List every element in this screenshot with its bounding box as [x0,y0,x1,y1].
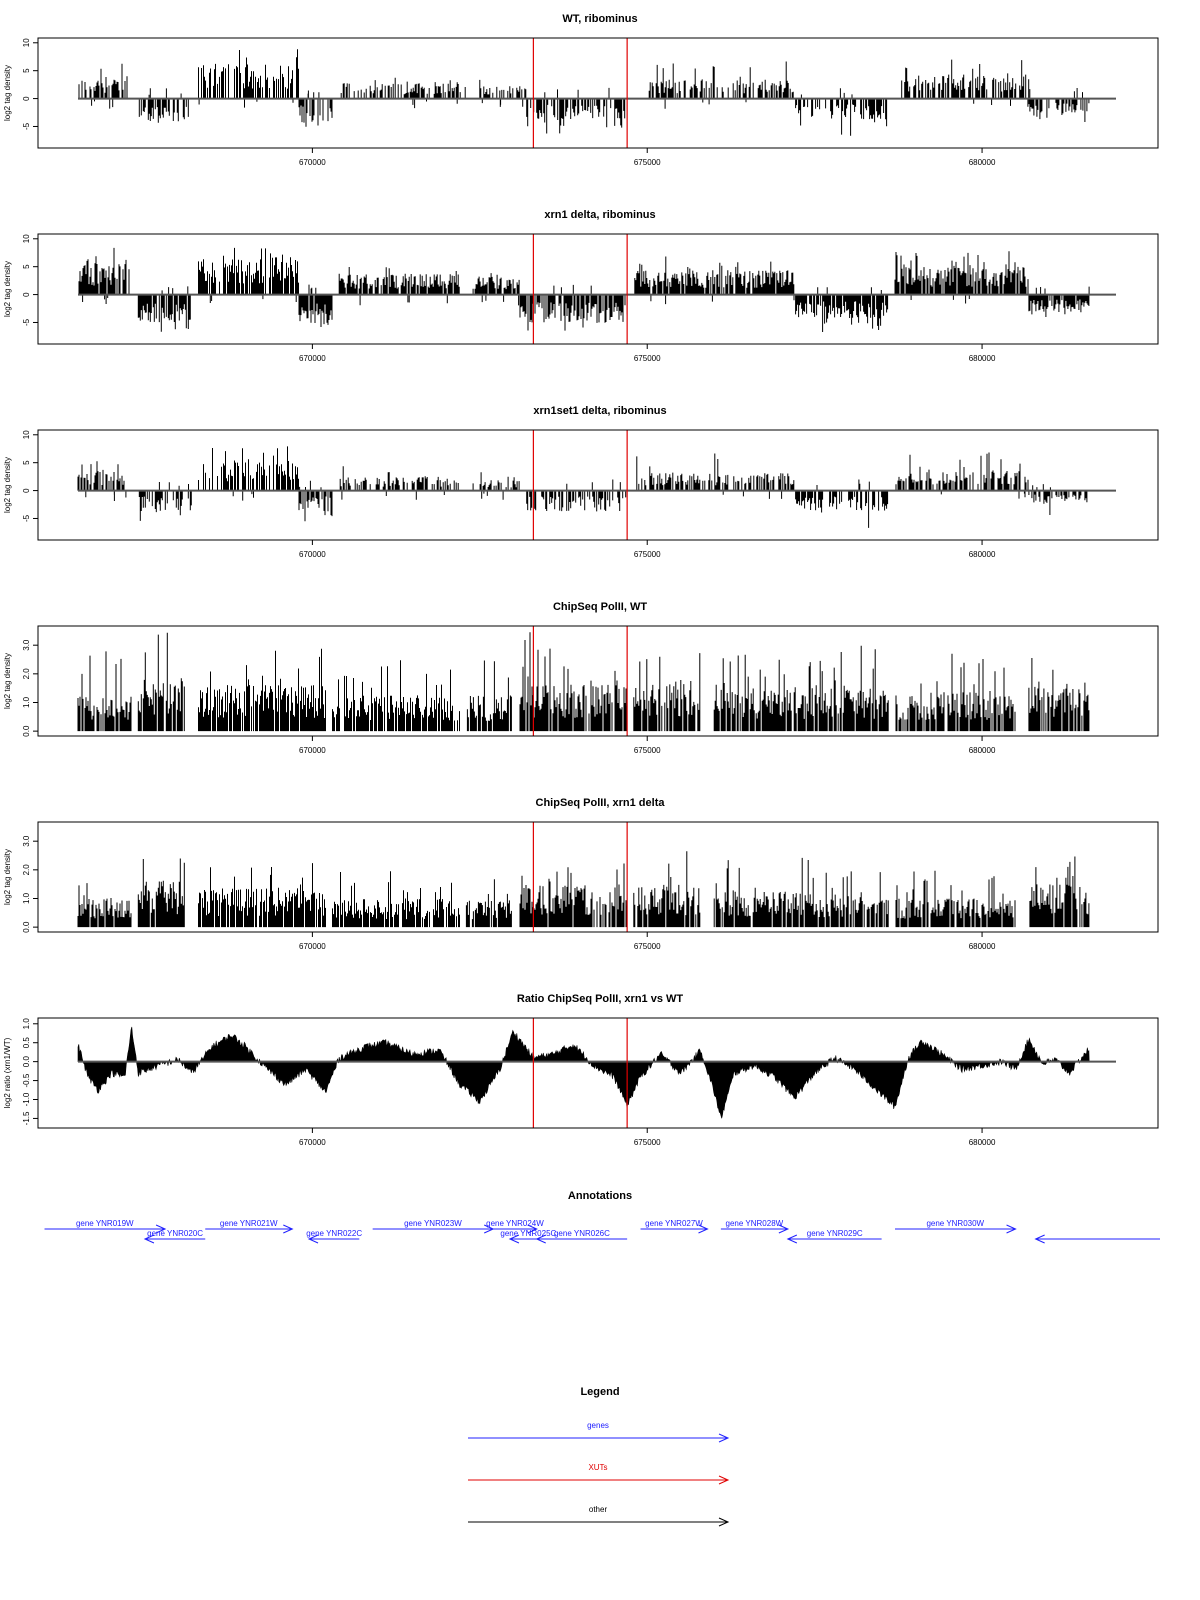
y-axis-label: log2 tag density [3,456,12,514]
x-tick-label: 670000 [299,1138,326,1147]
y-tick-label: 0.5 [22,1037,31,1049]
panel-2 [3,209,1158,363]
plot-frame [38,1018,1158,1128]
x-tick-label: 675000 [633,1138,661,1147]
segment-4 [299,91,332,127]
bar-marks [199,863,326,927]
segment-1 [79,248,129,304]
y-tick-label: -5 [22,514,31,523]
y-tick-label: 1.0 [22,892,31,905]
segment-1 [78,461,126,501]
bar-marks [341,78,465,108]
bar-marks [520,632,627,731]
y-tick-label: 1.0 [22,696,31,709]
segment-6 [520,864,627,928]
segment-7 [527,480,626,512]
bar-marks [139,482,191,521]
segment-5 [339,267,459,305]
segment-8 [649,62,793,109]
y-axis [3,38,38,130]
gene-label: gene YNR025C [500,1229,557,1238]
segment-2 [138,286,190,331]
segment-5 [341,78,465,108]
bar-marks [78,461,126,501]
x-axis [299,540,996,559]
bar-marks [138,286,190,331]
bar-marks [333,871,460,927]
y-axis-label: log2 tag density [3,848,12,906]
bar-marks [527,88,625,134]
bar-marks [466,879,511,927]
bar-marks [79,64,127,109]
legend-item-1 [468,1421,728,1442]
gene-annotation-12 [895,1219,1016,1233]
bar-marks [1029,658,1089,731]
x-axis [299,148,996,167]
legend-item-2 [468,1463,728,1484]
y-tick-label: 10 [22,234,31,244]
bar-marks [79,248,129,304]
y-axis [3,234,38,326]
data-series [79,49,1089,135]
segment-10 [1029,658,1089,731]
x-tick-label: 670000 [299,942,326,951]
bar-marks [299,481,332,522]
bar-marks [199,649,326,731]
segment-6 [473,472,519,499]
panel-6 [3,993,1158,1147]
y-tick-label: 0 [22,96,31,101]
segment-4 [333,660,460,731]
gene-annotation-5 [373,1219,494,1233]
gene-annotation-9 [641,1219,708,1233]
panel-title: Ratio ChipSeq PolII, xrn1 vs WT [516,993,684,1005]
y-tick-label: 0.0 [22,1056,31,1068]
bar-marks [480,80,526,107]
gene-label: gene YNR024W [486,1219,544,1228]
y-tick-label: 2.0 [22,864,31,876]
bar-marks [1029,484,1087,515]
y-tick-label: 0.0 [22,921,31,933]
bar-marks [902,60,1029,107]
y-tick-label: 10 [22,38,31,48]
bar-marks [634,851,700,927]
x-tick-label: 680000 [968,550,996,559]
legend-item-3 [468,1505,728,1526]
bar-marks [634,653,700,731]
y-axis-label: log2 tag density [3,64,12,122]
segment-11 [1029,287,1089,317]
y-axis [3,639,38,737]
segment-10 [902,60,1029,107]
annotations-panel [45,1190,1160,1243]
y-tick-label: 2.0 [22,668,31,680]
segment-9 [796,88,887,135]
x-tick-label: 680000 [968,354,996,363]
bar-marks [637,454,794,499]
bar-marks [473,472,519,499]
bar-marks [520,285,627,331]
x-axis [299,1128,996,1147]
segment-10 [895,251,1028,303]
legend-label: genes [587,1421,609,1430]
bar-marks [520,864,627,928]
bar-marks [1030,857,1089,928]
gene-label: gene YNR027W [645,1219,703,1228]
y-tick-label: -0.5 [22,1073,31,1088]
legend-label: XUTs [588,1463,608,1472]
segment-4 [299,481,332,522]
bar-marks [138,859,184,928]
panel-4 [3,601,1158,755]
segment-2 [139,482,191,521]
x-tick-label: 670000 [299,158,326,167]
y-tick-label: 3.0 [22,835,31,847]
gene-annotation-3 [205,1219,292,1233]
ratio-area [78,1027,1089,1118]
panel-title: WT, ribominus [562,13,638,25]
x-axis [299,344,996,363]
x-tick-label: 675000 [633,550,661,559]
legend-title: Legend [580,1386,620,1398]
segment-7 [527,88,625,134]
gene-annotation-11 [788,1229,882,1243]
bar-marks [467,661,511,732]
y-tick-label: 5 [22,460,31,465]
x-tick-label: 670000 [299,746,326,755]
gene-label: gene YNR029C [806,1229,863,1238]
y-tick-label: 3.0 [22,639,31,651]
y-tick-label: 1.0 [22,1018,31,1030]
segment-3 [199,863,326,927]
panel-title: xrn1 delta, ribominus [544,209,656,221]
segment-1 [78,651,131,731]
gene-label: gene YNR026C [553,1229,610,1238]
panel-title: ChipSeq PolII, xrn1 delta [535,797,665,809]
y-axis [3,1018,38,1126]
segment-9 [896,871,1015,927]
bar-marks [78,651,131,731]
x-tick-label: 675000 [633,746,661,755]
segment-6 [473,273,519,305]
data-series [78,851,1089,927]
y-tick-label: 0 [22,488,31,493]
gene-label: gene YNR028W [725,1219,784,1228]
bar-marks [299,91,332,127]
segment-1 [78,883,131,927]
bar-marks [714,646,888,731]
segment-4 [299,285,332,327]
segment-4 [333,871,460,927]
x-tick-label: 680000 [968,746,996,755]
legend-panel [468,1386,728,1526]
legend-label: other [588,1505,608,1514]
gene-label: gene YNR019W [75,1219,134,1228]
x-tick-label: 680000 [968,942,996,951]
data-series [78,1027,1089,1118]
gene-label: gene YNR023W [404,1219,462,1228]
y-tick-label: -1.0 [22,1092,31,1107]
bar-marks [649,62,793,109]
y-tick-label: 5 [22,264,31,269]
segment-5 [340,466,458,499]
segment-9 [896,654,1015,731]
segment-8 [637,454,794,499]
gene-label: gene YNR022C [306,1229,363,1238]
segment-9 [796,480,888,528]
x-tick-label: 680000 [968,1138,996,1147]
segment-5 [466,879,511,927]
segment-10 [1030,857,1089,928]
bar-marks [339,267,459,305]
y-tick-label: 5 [22,68,31,73]
bar-marks [299,285,332,327]
segment-1 [79,64,127,109]
bar-marks [199,446,299,500]
bar-marks [714,858,888,927]
bar-marks [796,480,888,528]
data-series [78,632,1089,731]
gene-annotation-13 [1036,1235,1160,1243]
bar-marks [1029,88,1089,122]
annotations-title: Annotations [567,1190,633,1202]
bar-marks [78,883,131,927]
panel-3 [3,405,1158,559]
segment-2 [138,859,184,928]
bar-marks [796,88,887,135]
segment-3 [199,446,299,500]
x-axis [299,736,996,755]
x-tick-label: 675000 [633,354,661,363]
panel-title: xrn1set1 delta, ribominus [533,405,667,417]
bar-marks [473,273,519,305]
y-axis-label: log2 ratio (xrn1/WT) [3,1037,12,1109]
y-tick-label: 0.0 [22,725,31,737]
panel-1 [3,13,1158,167]
y-tick-label: -1.5 [22,1111,31,1126]
bar-marks [635,257,794,305]
gene-annotation-10 [721,1219,788,1233]
y-axis-label: log2 tag density [3,260,12,318]
segment-8 [635,257,794,305]
segment-5 [467,661,511,732]
y-tick-label: 0 [22,292,31,297]
y-tick-label: -5 [22,122,32,131]
y-axis [3,430,38,522]
gene-label: gene YNR020C [147,1229,204,1238]
gene-label: gene YNR021W [219,1219,278,1228]
bar-marks [138,633,184,731]
segment-2 [138,633,184,731]
segment-7 [634,653,700,731]
bar-marks [139,88,188,123]
segment-6 [480,80,526,107]
x-tick-label: 675000 [633,158,661,167]
segment-11 [1029,88,1089,122]
y-axis-label: log2 tag density [3,652,12,710]
x-tick-label: 675000 [633,942,661,951]
x-tick-label: 680000 [968,158,996,167]
gene-annotation-2 [145,1229,205,1243]
gene-annotation-7 [500,1229,556,1243]
y-axis [3,835,38,933]
bar-marks [1029,287,1089,317]
x-tick-label: 670000 [299,354,326,363]
segment-8 [714,858,888,927]
panel-title: ChipSeq PolII, WT [552,601,648,613]
bar-marks [333,660,460,731]
x-axis [299,932,996,951]
segment-10 [896,453,1028,499]
panel-5 [3,797,1158,951]
gene-label: gene YNR030W [926,1219,985,1228]
segment-2 [139,88,188,123]
x-tick-label: 670000 [299,550,326,559]
bar-marks [527,480,626,512]
bar-marks [896,453,1028,499]
bar-marks [896,871,1015,927]
segment-7 [634,851,700,927]
segment-11 [1029,484,1087,515]
data-series [78,446,1087,528]
y-tick-label: -5 [22,318,31,327]
data-series [79,248,1089,332]
y-tick-label: 10 [22,430,31,440]
bar-marks [896,654,1015,731]
segment-6 [520,632,627,731]
segment-8 [714,646,888,731]
segment-7 [520,285,627,331]
bar-marks [340,466,458,499]
gene-annotation-4 [306,1229,362,1243]
bar-marks [895,251,1028,303]
segment-3 [199,649,326,731]
